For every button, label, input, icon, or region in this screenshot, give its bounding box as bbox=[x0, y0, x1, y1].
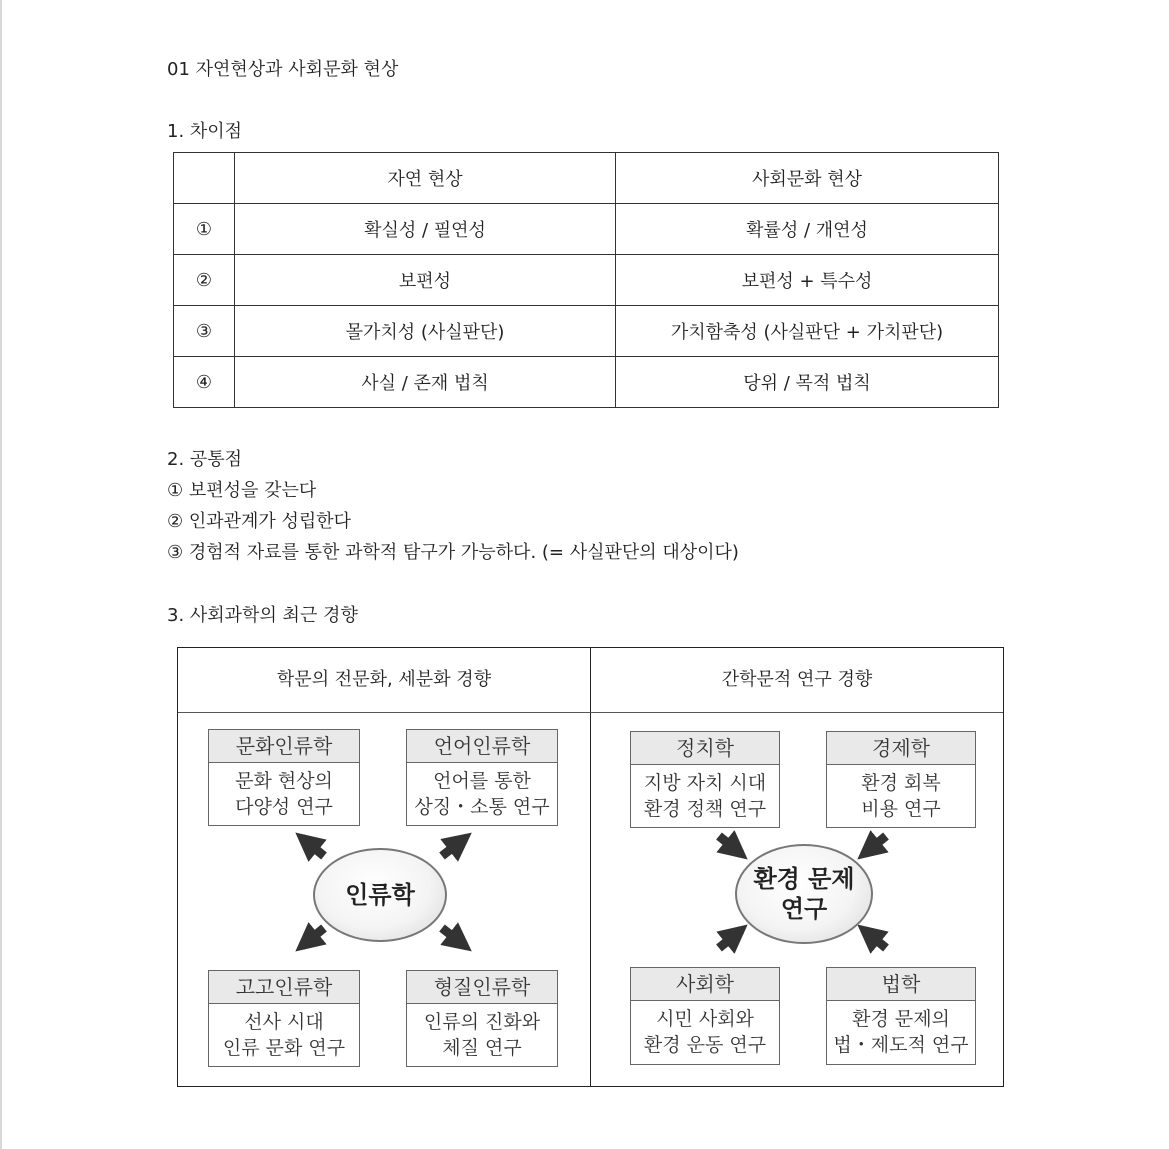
box-text: 시민 사회와 bbox=[656, 1008, 754, 1030]
natural-cell: 사실 / 존재 법칙 bbox=[235, 357, 616, 408]
list-item: ③ 경험적 자료를 통한 과학적 탐구가 가능하다. (= 사실판단의 대상이다) bbox=[167, 542, 739, 563]
box-text: 상징・소통 연구 bbox=[414, 796, 550, 818]
page-title: 01 자연현상과 사회문화 현상 bbox=[167, 59, 399, 80]
social-cell: 가치함축성 (사실판단 + 가치판단) bbox=[616, 306, 999, 357]
comparison-table bbox=[173, 152, 999, 408]
box-text: 인류의 진화와 bbox=[423, 1011, 541, 1033]
box-text: 환경 회복 bbox=[861, 772, 941, 794]
arrow-from-sociology bbox=[719, 930, 741, 948]
row-number: ① bbox=[174, 204, 235, 255]
box-title: 언어인류학 bbox=[407, 730, 557, 763]
table-header-cell: 자연 현상 bbox=[235, 153, 616, 204]
natural-cell: 확실성 / 필연성 bbox=[235, 204, 616, 255]
box-text: 문화 현상의 bbox=[235, 770, 333, 792]
box-text: 비용 연구 bbox=[861, 798, 941, 820]
box-title: 고고인류학 bbox=[209, 971, 359, 1004]
center-label-line: 환경 문제 bbox=[753, 865, 855, 893]
table-header-cell bbox=[174, 153, 235, 204]
trends-figure bbox=[177, 647, 1004, 1087]
box-title: 사회학 bbox=[631, 968, 779, 1001]
social-cell: 보편성 + 특수성 bbox=[616, 255, 999, 306]
page-left-edge bbox=[0, 0, 2, 1149]
natural-cell: 보편성 bbox=[235, 255, 616, 306]
section-heading-trends: 3. 사회과학의 최근 경향 bbox=[167, 605, 358, 626]
arrow-from-law bbox=[864, 930, 886, 948]
arrow-to-linguistic-anthropology bbox=[442, 838, 465, 856]
arrow-to-cultural-anthropology bbox=[302, 838, 324, 856]
box-text: 지방 자치 시대 bbox=[643, 772, 767, 794]
box-sociology bbox=[630, 967, 780, 1065]
box-law bbox=[826, 967, 976, 1065]
box-text: 선사 시대 bbox=[244, 1011, 324, 1033]
natural-cell: 몰가치성 (사실판단) bbox=[235, 306, 616, 357]
row-number: ② bbox=[174, 255, 235, 306]
box-title: 정치학 bbox=[631, 732, 779, 765]
table-row bbox=[174, 255, 999, 306]
center-environment-research bbox=[735, 844, 873, 944]
box-politics bbox=[630, 731, 780, 828]
box-linguistic-anthropology bbox=[406, 729, 558, 826]
box-text: 언어를 통한 bbox=[433, 770, 531, 792]
box-text: 환경 정책 연구 bbox=[643, 798, 767, 820]
box-physical-anthropology bbox=[406, 970, 558, 1067]
list-item: ① 보편성을 갖는다 bbox=[167, 480, 317, 501]
center-label-line: 연구 bbox=[780, 895, 828, 923]
table-row bbox=[174, 357, 999, 408]
center-label: 인류학 bbox=[345, 881, 415, 909]
box-text: 인류 문화 연구 bbox=[222, 1037, 346, 1059]
center-anthropology bbox=[313, 848, 447, 942]
box-text: 다양성 연구 bbox=[235, 796, 333, 818]
arrow-to-archaeology bbox=[302, 928, 324, 946]
table-row bbox=[174, 204, 999, 255]
box-title: 경제학 bbox=[827, 732, 975, 765]
arrow-to-physical-anthropology bbox=[442, 928, 465, 946]
right-panel-header: 간학문적 연구 경향 bbox=[721, 669, 873, 690]
arrow-from-politics bbox=[719, 836, 741, 854]
table-header-row bbox=[174, 153, 999, 204]
section-heading-commonalities: 2. 공통점 bbox=[167, 449, 243, 470]
section-heading-differences: 1. 차이점 bbox=[167, 121, 243, 142]
arrow-from-economics bbox=[864, 836, 886, 854]
box-archaeology bbox=[208, 970, 360, 1067]
box-title: 문화인류학 bbox=[209, 730, 359, 763]
box-text: 환경 문제의 bbox=[852, 1008, 950, 1030]
box-title: 법학 bbox=[827, 968, 975, 1001]
row-number: ③ bbox=[174, 306, 235, 357]
box-title: 형질인류학 bbox=[407, 971, 557, 1004]
table-header-cell: 사회문화 현상 bbox=[616, 153, 999, 204]
social-cell: 당위 / 목적 법칙 bbox=[616, 357, 999, 408]
table-row bbox=[174, 306, 999, 357]
box-text: 환경 운동 연구 bbox=[643, 1034, 767, 1056]
social-cell: 확률성 / 개연성 bbox=[616, 204, 999, 255]
box-text: 체질 연구 bbox=[442, 1037, 522, 1059]
box-cultural-anthropology bbox=[208, 729, 360, 826]
box-text: 법・제도적 연구 bbox=[833, 1034, 969, 1056]
left-panel-header: 학문의 전문화, 세분화 경향 bbox=[276, 669, 492, 690]
box-economics bbox=[826, 731, 976, 828]
list-item: ② 인과관계가 성립한다 bbox=[167, 511, 352, 532]
row-number: ④ bbox=[174, 357, 235, 408]
